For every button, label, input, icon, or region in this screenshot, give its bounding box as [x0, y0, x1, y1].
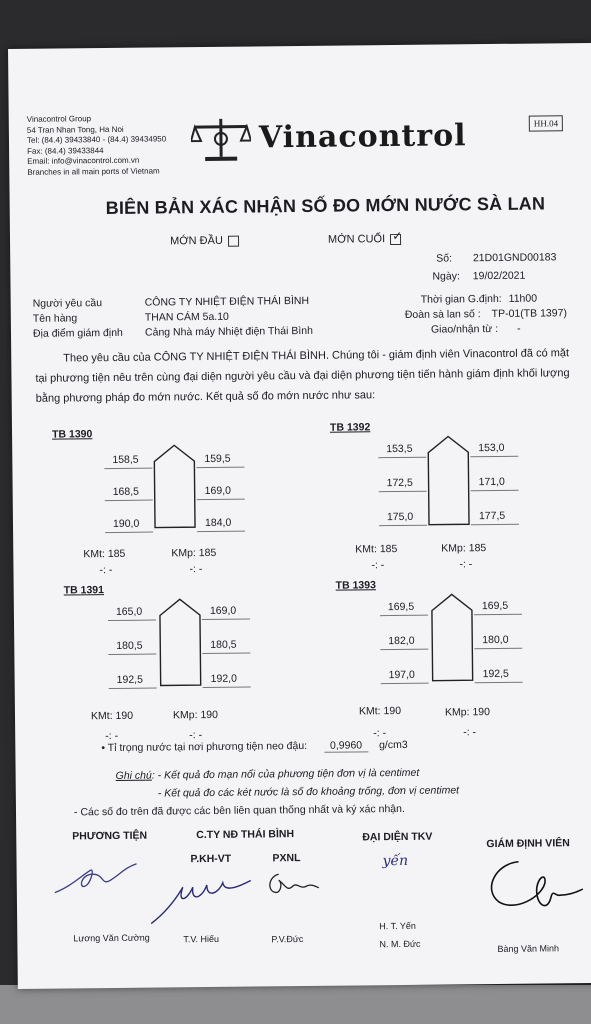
draft-value: 172,5	[386, 476, 413, 490]
doc-number-value: 21D01GND00183	[472, 251, 557, 265]
sub-value: -: -	[373, 727, 387, 740]
kmt-field	[355, 543, 397, 555]
sub-value: -: -	[459, 558, 473, 571]
address-line: Branches in all main ports of Vietnam	[27, 165, 160, 177]
cargo-value: THAN CÁM 5a.10	[144, 310, 229, 324]
pxnl-signature-icon	[261, 868, 321, 905]
notes-label: Ghi chú	[115, 769, 152, 782]
kmt-field	[83, 548, 125, 560]
kmp-value: 185	[198, 546, 217, 560]
doc-date-value: 19/02/2021	[472, 269, 526, 283]
notes-line-2: - Kết quả đo các két nước là số đo khoảng trống, đơn vị centimet	[157, 784, 460, 800]
doc-date	[432, 270, 525, 283]
draft-value: 192,5	[116, 673, 143, 686]
kmp-value: 190	[200, 708, 219, 722]
requester-label: Người yêu cầu	[32, 297, 103, 310]
barge-block-tb1390	[52, 422, 294, 575]
khvt-rep-name: T.V. Hiếu	[183, 933, 220, 945]
barge-name: TB 1393	[335, 579, 376, 592]
draft-value: 180,0	[482, 633, 509, 647]
address-line: Tel: (84.4) 39433840 - (84.4) 39434950	[26, 134, 167, 145]
barge-name: TB 1390	[51, 428, 93, 441]
floor-background	[0, 985, 591, 1024]
kmp-label: KMp:	[171, 547, 196, 560]
tkv-rep-name-1: H. T. Yến	[379, 920, 416, 932]
barge-block-tb1391	[64, 580, 306, 743]
pxnl-rep-name: P.V.Đức	[271, 934, 304, 945]
barge-block-tb1392	[329, 415, 572, 572]
kmt-field	[91, 710, 133, 722]
barge-outline-icon	[152, 443, 197, 529]
kmp-label: KMp:	[172, 709, 198, 722]
draft-value: 171,0	[478, 475, 505, 489]
company-logo-text: Vinacontrol	[258, 118, 467, 156]
barge-fleet-label: Đoàn sà lan số :	[404, 308, 481, 321]
kmt-value: 185	[107, 547, 126, 561]
density-value: 0,9960	[324, 739, 368, 752]
kmt-label: KMt:	[358, 705, 381, 718]
khvt-signature-icon	[147, 866, 258, 927]
tkv-signature-icon: yến	[382, 852, 409, 870]
kmt-value: 190	[383, 704, 402, 718]
kmt-field	[359, 705, 401, 717]
company-rep-heading: C.TY NĐ THÁI BÌNH	[196, 828, 295, 842]
sub-value: -: -	[105, 729, 119, 743]
draft-value: 169,0	[209, 604, 237, 617]
kmt-value: 190	[115, 709, 134, 722]
kmp-field	[171, 547, 216, 559]
density-label: Tỉ trọng nước tại nơi phương tiện neo đậu:	[107, 739, 308, 755]
kmt-label: KMt:	[83, 548, 105, 561]
location-label: Địa điểm giám định	[32, 326, 123, 340]
doc-date-label: Ngày:	[432, 270, 460, 283]
inspection-time-value: 11h00	[508, 292, 538, 305]
kmp-value: 190	[472, 706, 491, 719]
draft-value: 168,5	[112, 485, 140, 498]
notes-text: : - Kết quả đo mạn nổi của phương tiện đơn vị là centimet	[151, 766, 420, 782]
scales-logo-icon	[191, 115, 251, 164]
notes-line-1	[116, 767, 420, 782]
document-title: BIÊN BẢN XÁC NHẬN SỐ ĐO MỚN NƯỚC SÀ LAN	[105, 193, 546, 219]
draft-value: 153,5	[386, 442, 413, 456]
inspector-heading: GIÁM ĐỊNH VIÊN	[486, 837, 570, 851]
address-line: Fax: (84.4) 39433844	[27, 145, 104, 156]
draft-end-label: MỚN CUỐI	[327, 233, 386, 246]
sub-value: -: -	[463, 726, 477, 739]
barge-outline-icon	[430, 592, 475, 682]
draft-value: 158,5	[112, 453, 139, 466]
barge-block-tb1393	[336, 575, 578, 738]
handover-label: Giao/nhận từ :	[430, 322, 499, 336]
address-line: 54 Tran Nhan Tong, Ha Noi	[26, 124, 124, 135]
cargo-label: Tên hàng	[32, 312, 78, 325]
vessel-rep-heading: PHƯƠNG TIỆN	[72, 829, 148, 843]
inspector-signature-icon	[478, 853, 589, 918]
sub-value: -: -	[189, 563, 203, 576]
density-unit: g/cm3	[378, 738, 408, 752]
draft-value: 180,5	[116, 639, 143, 652]
draft-value: 177,5	[478, 509, 506, 523]
water-density	[101, 739, 407, 754]
doc-number-label: Số:	[436, 252, 453, 265]
draft-end-checkbox	[390, 228, 403, 245]
draft-value: 192,0	[210, 672, 237, 685]
tkv-rep-name-2: N. M. Đức	[379, 938, 421, 950]
barge-outline-icon	[426, 434, 471, 526]
barge-name: TB 1392	[329, 421, 371, 434]
draft-value: 184,0	[204, 516, 232, 530]
draft-value: 190,0	[112, 517, 140, 530]
inspection-time-label: Thời gian G.định:	[420, 292, 502, 306]
inspection-time	[421, 293, 537, 306]
draft-value: 165,0	[115, 605, 143, 618]
kmp-field	[445, 706, 490, 718]
address-line: Vinacontrol Group	[26, 114, 92, 124]
checkmark-icon: ✓	[392, 228, 403, 243]
kmp-label: KMp:	[441, 542, 466, 555]
draft-value: 197,0	[388, 668, 415, 682]
barge-name: TB 1391	[63, 584, 105, 597]
dept-pxnl-label: PXNL	[272, 852, 301, 865]
barge-outline-icon	[158, 597, 203, 687]
draft-value: 180,5	[210, 638, 237, 651]
draft-value: 169,5	[481, 599, 509, 613]
kmp-label: KMp:	[444, 706, 470, 719]
draft-value: 159,5	[204, 452, 231, 466]
kmp-field	[173, 709, 218, 721]
draft-value: 153,0	[478, 441, 505, 455]
barge-fleet	[405, 307, 567, 321]
location-value: Cảng Nhà máy Nhiệt điện Thái Bình	[144, 324, 313, 339]
draft-value: 169,0	[204, 484, 231, 498]
draft-start-checkbox	[228, 235, 239, 246]
notes-line-3: - Các số đo trên đã được các bên liên quan thống nhất và ký xác nhận.	[73, 802, 405, 819]
kmt-label: KMt:	[90, 709, 113, 723]
requester-value: CÔNG TY NHIỆT ĐIỆN THÁI BÌNH	[144, 294, 310, 309]
kmp-value: 185	[468, 542, 487, 555]
sub-value: -: -	[99, 563, 113, 577]
handover-value: -	[516, 322, 521, 335]
draft-value: 182,0	[388, 634, 415, 648]
draft-value: 192,5	[482, 667, 509, 681]
barge-fleet-value: TP-01(TB 1397)	[491, 307, 567, 321]
doc-number	[436, 251, 556, 264]
inspector-name: Bàng Văn Minh	[497, 943, 560, 954]
kmt-label: KMt:	[355, 543, 377, 556]
tkv-rep-heading: ĐẠI DIỆN TKV	[362, 830, 433, 844]
sub-value: -: -	[371, 559, 385, 572]
kmp-field	[441, 542, 486, 554]
draft-start-label: MỚN ĐẦU	[169, 234, 223, 248]
form-code-badge: HH.04	[529, 115, 563, 131]
vessel-rep-name: Lương Văn Cường	[73, 932, 150, 944]
draft-end-option	[327, 228, 403, 246]
draft-value: 175,0	[386, 510, 414, 524]
kmt-value: 185	[379, 543, 398, 556]
address-line: Email: info@vinacontrol.com.vn	[27, 155, 140, 166]
dept-khvt-label: P.KH-VT	[190, 852, 232, 866]
handover	[431, 323, 521, 336]
intro-paragraph: Theo yêu cầu của CÔNG TY NHIỆT ĐIỆN THÁI BÌNH. Chúng tôi - giám định viên Vinacontrol đã có mặt tại phương tiện nêu trên cùng đại diện người yêu cầu và đại diện phương tiện tiến hành giám định khối lượng bằng phương pháp đo mớn nước. Kết quả số đo mớn nước như sau:	[35, 347, 570, 405]
draft-start-option	[170, 235, 239, 248]
document-page	[8, 43, 591, 989]
company-address	[27, 113, 167, 177]
draft-value: 169,5	[387, 600, 415, 614]
sub-value: -: -	[189, 729, 203, 742]
vessel-signature-icon	[50, 856, 140, 901]
bullet-icon: •	[101, 742, 106, 755]
